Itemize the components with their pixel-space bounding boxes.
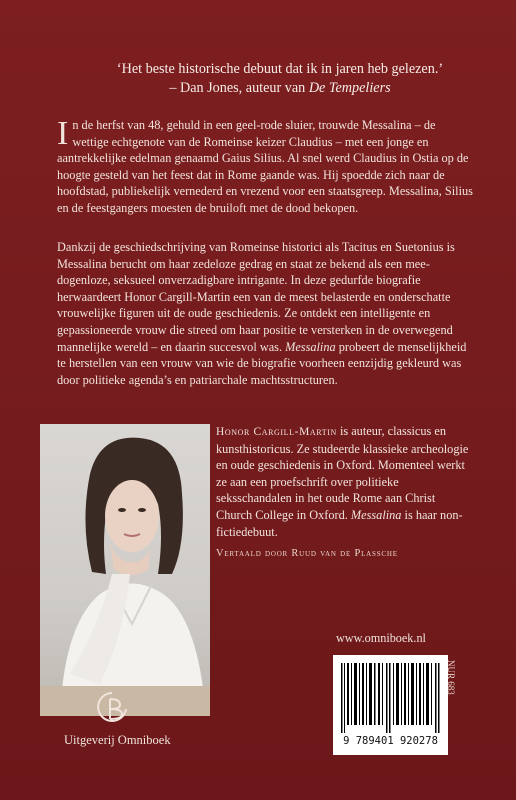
publisher-website[interactable]: www.omniboek.nl — [336, 631, 426, 645]
isbn-number: 9 789401 920278 — [343, 735, 438, 747]
blurb-book-title: De Tempeliers — [308, 80, 391, 96]
author-bio: Honor Cargill-Martin is auteur, classicus en kunsthistoricus. Ze studeerde klassieke archeologie en oude geschiedenis in Oxford. Momenteel werkt ze aan een proefschrift over politieke seksschandalen in het oude Rome aan Christ Church College in Oxford. Messalina is haar non-fictiedebuut. — [216, 424, 469, 539]
author-name: Honor Cargill-Martin — [216, 426, 337, 438]
nur-code: NUR 683 — [446, 660, 456, 695]
blurb-text: ‘Het beste historische debuut dat ik in jaren heb gelezen.’ — [116, 61, 444, 77]
synopsis-paragraph-1: In de herfst van 48, gehuld in een geel-rode sluier, trouwde Messalina – de wettige echtgenote van de Romeinse keizer Claudius – met een jonge en aantrekkelijke edelman genaamd Gaius Silius. Al snel werd Claudius in Ostia op de hoogte gesteld van het feest dat in Rome gaande was. Hij spoedde zich naar de hoofdstad, publiekelijk vernederd en vrezend voor een staatsgreep. Messalina, Silius en de feestgangers moesten de bruiloft met de dood bekopen. — [57, 115, 473, 215]
publisher-logo-icon — [96, 689, 128, 729]
author-photo — [40, 424, 210, 716]
synopsis-paragraph-2: Dankzij de geschiedschrijving van Romeinse historici als Tacitus en Suetonius is Messalina berucht om haar zedeloze gedrag en staat ze bekend als een meedogenloze, seksueel onverzadigbare intrigante. In deze gedurfde biografie herwaardeert Honor Cargill-Martin een van de meest belasterde en onderschatte vrouwelijke figuren uit de oude geschiedenis. Ze ontdekt een intelligente en gepassioneerde vrouw die streed om haar positie te versterken in de overwegend mannelijke wereld – en daarin succesvol was. Messalina probeert de menselijkheid te herstellen van een vrouw van wie de biografie voorheen eenzijdig gekleurd was door politieke agenda’s en patriarchale machtsstructuren. — [57, 240, 467, 387]
translator-credit: Vertaald door Ruud van de Plassche — [216, 548, 398, 559]
publisher-name: Uitgeverij Omniboek — [64, 733, 171, 747]
blurb-attribution: – Dan Jones, auteur van De Tempeliers — [169, 80, 391, 96]
drop-cap: I — [57, 115, 69, 152]
isbn-barcode — [333, 655, 448, 755]
blurb-quote — [70, 60, 490, 98]
barcode-bars — [341, 663, 440, 733]
